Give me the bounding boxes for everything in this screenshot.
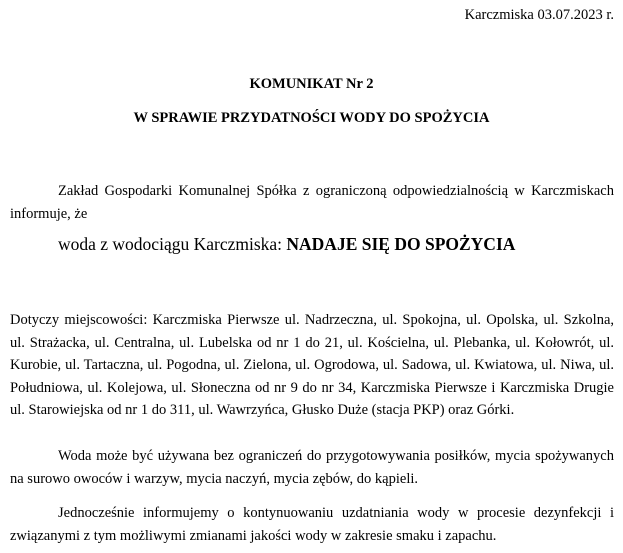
document-title: KOMUNIKAT Nr 2 (249, 76, 374, 92)
date-line: Karczmiska 03.07.2023 r. (464, 7, 614, 23)
usage-paragraph: Woda może być używana bez ograniczeń do przygotowywania posiłków, mycia spożywanych na surowo owoców i warzyw, mycia naczyń, mycia zębów, do kąpieli. (10, 448, 614, 487)
announcement-prefix: woda z wodociągu Karczmiska: (58, 234, 287, 254)
locations-paragraph: Dotyczy miejscowości: Karczmiska Pierwsze ul. Nadrzeczna, ul. Spokojna, ul. Opolska, ul. Szkolna, ul. Strażacka, ul. Centralna, ul. Lubelska od nr 1 do 21, ul. Kościelna, ul. Plebanka, ul. Kołowrót, ul. Kurobie, ul. Tartaczna, ul. Pogodna, ul. Zielona, ul. Ogrodowa, ul. Sadowa, ul. Kwiatowa, ul. Niwa, ul. Południowa, ul. Kolejowa, ul. Słoneczna od nr 9 do nr 34, Karczmiska Pierwsze i Karczmiska Drugie ul. Starowiejska od nr 1 do 311, ul. Wawrzyńca, Głusko Duże (stacja PKP) oraz Górki. (10, 312, 614, 419)
document-subtitle: W SPRAWIE PRZYDATNOŚCI WODY DO SPOŻYCIA (133, 110, 490, 126)
announcement (58, 234, 515, 255)
intro-paragraph: Zakład Gospodarki Komunalnej Spółka z ograniczoną odpowiedzialnością w Karczmiskach informuje, że (10, 183, 614, 222)
notice-paragraph: Jednocześnie informujemy o kontynuowaniu uzdatniania wody w procesie dezynfekcji i związanymi z tym możliwymi zmianami jakości wody w zakresie smaku i zapachu. (10, 505, 614, 544)
announcement-status: NADAJE SIĘ DO SPOŻYCIA (286, 234, 516, 254)
